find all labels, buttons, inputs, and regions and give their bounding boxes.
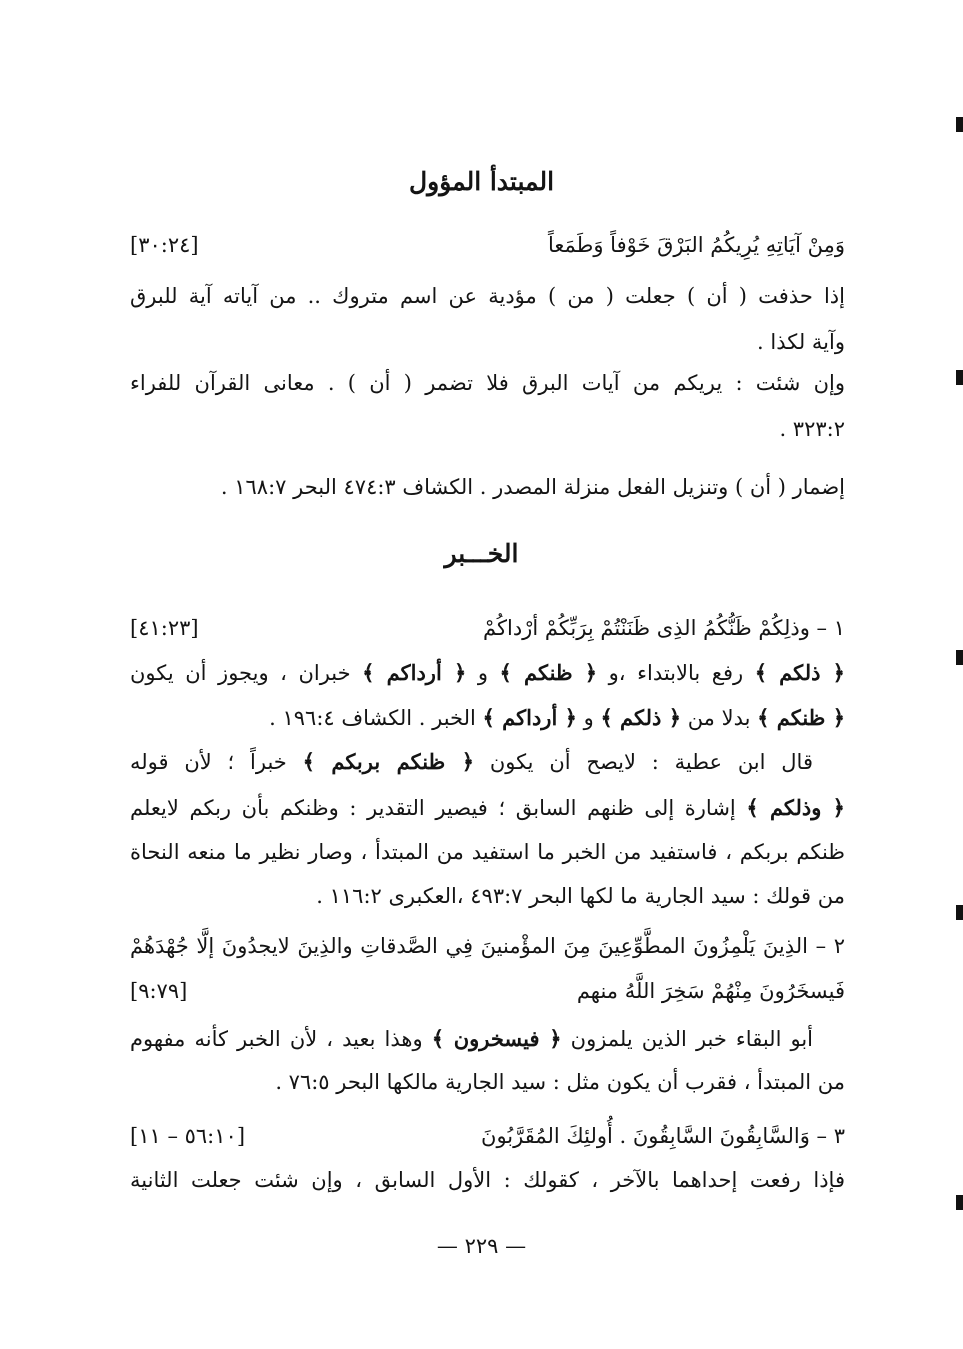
text-run: و — [477, 661, 488, 685]
verse-line — [130, 1120, 845, 1152]
text-line: إضمار ( أن ) وتنزيل الفعل منزلة المصدر . الكشاف ٤٧٤:٣ البحر ١٦٨:٧ . — [220, 475, 845, 499]
text-run: بدلا من — [687, 706, 751, 730]
verse-text: ١ – وذلِكُمْ ظَنُّكُمُ الذِى ظَنَنْتُمْ بِرَبِّكُمْ أرْداكُمْ — [483, 616, 845, 640]
text-run: إشارة إلى ظنهم السابق ؛ فيصير التقدير : وظنكم بأن ربكم لايعلم — [130, 796, 736, 820]
verse-reference: [٩:٧٩] — [130, 979, 188, 1003]
quoted-term: ﴿ ذلكم ﴾ — [600, 705, 681, 730]
margin-mark — [956, 905, 963, 920]
text-line — [130, 702, 845, 734]
verse-reference: [٥٦:١٠ – ١١] — [130, 1124, 246, 1148]
quoted-term: ﴿ ظنكم ﴾ — [499, 660, 598, 685]
text-line: ٣٢٣:٢ . — [779, 417, 845, 441]
text-run: خبراً ؛ لأن قوله — [130, 750, 287, 774]
text-run: رفع بالابتداء ،و — [608, 661, 744, 685]
verse-line — [130, 229, 845, 261]
margin-mark — [956, 117, 963, 132]
text-line: وإن شئت : يريكم من آيات البرق فلا تضمر ( أن ) . معانى القرآن للفراء — [130, 371, 845, 395]
verse-line: ٢ – الذِينَ يَلْمِزُونَ المطَّوِّعِينَ مِنَ المؤْمنينَ فِي الصَّدقاتِ والذِينَ لايجدُونَ إلَّا جُهْدَهُمْ — [130, 934, 845, 958]
verse-text: فَيسخَرُونَ مِنْهُمْ سَخِرَ اللَّهُ منهم — [576, 979, 845, 1003]
quoted-term: ﴿ أرداكم ﴾ — [362, 660, 467, 685]
heading-mubtada: المبتدأ المؤول — [408, 167, 555, 196]
quoted-term: ﴿ ظنكم ﴾ — [757, 705, 845, 730]
text-run: الخبر . الكشاف ١٩٦:٤ . — [269, 706, 476, 730]
text-line: إذا حذفت ( أن ) جعلت ( من ) مؤدية عن اسم متروك .. من آياته آية للبرق — [130, 284, 845, 308]
margin-mark — [956, 370, 963, 385]
quoted-term: ﴿ ظنكم بربكم ﴾ — [302, 749, 474, 774]
verse-reference: [٣٠:٢٤] — [130, 233, 199, 257]
text-run: و — [583, 706, 594, 730]
text-line: من المبتدأ ، فقرب أن يكون مثل : سيد الجارية مالكها البحر ٧٦:٥ . — [275, 1070, 845, 1094]
verse-reference: [٤١:٢٣] — [130, 616, 199, 640]
text-line: وآية لكذا . — [757, 330, 845, 354]
text-line — [130, 792, 845, 824]
quoted-term: ﴿ فيسخرون ﴾ — [431, 1026, 562, 1051]
margin-mark — [956, 650, 963, 665]
margin-mark — [956, 1195, 963, 1210]
quoted-term: ﴿ ذلكم ﴾ — [754, 660, 845, 685]
text-line: من قولك : سيد الجارية ما لكها البحر ٤٩٣:٧ ،العكبرى ١١٦:٢ . — [316, 884, 845, 908]
page-number: — ٢٢٩ — — [436, 1234, 527, 1258]
text-run: وهذا بعيد ، لأن الخبر كأنه مفهوم — [130, 1027, 423, 1051]
text-run: قال ابن عطية : لايصح أن يكون — [489, 750, 813, 774]
text-line: ظنكم بربكم ، فاستفيد من الخبر ما استفيد من المبتدأ ، وصار نظير ما منعه النحاة — [130, 840, 845, 864]
text-run: خبران ، ويجوز أن يكون — [130, 661, 351, 685]
verse-line — [130, 612, 845, 644]
verse-text: وَمِنْ آيَاتِهِ يُرِيكُمُ البَرْقَ خَوْفاً وَطَمَعاً — [547, 233, 845, 257]
text-run: أبو البقاء خبر الذين يلمزون — [570, 1027, 813, 1051]
verse-line — [130, 975, 845, 1007]
text-line — [130, 657, 845, 689]
text-line — [130, 1023, 813, 1055]
verse-text: ٣ – وَالسَّابِقُونَ السَّابِقُونَ . أُولئِكَ المُقَرَّبُونَ — [481, 1124, 845, 1148]
text-line: فإذا رفعت إحداهما بالآخر ، كقولك : الأول السابق ، وإن شئت جعلت الثانية — [130, 1168, 845, 1192]
text-line — [130, 746, 813, 778]
heading-khabar: الخـــبر — [444, 539, 519, 568]
quoted-term: ﴿ أرداكم ﴾ — [482, 705, 577, 730]
quoted-term: ﴿ وذلكم ﴾ — [746, 795, 845, 820]
